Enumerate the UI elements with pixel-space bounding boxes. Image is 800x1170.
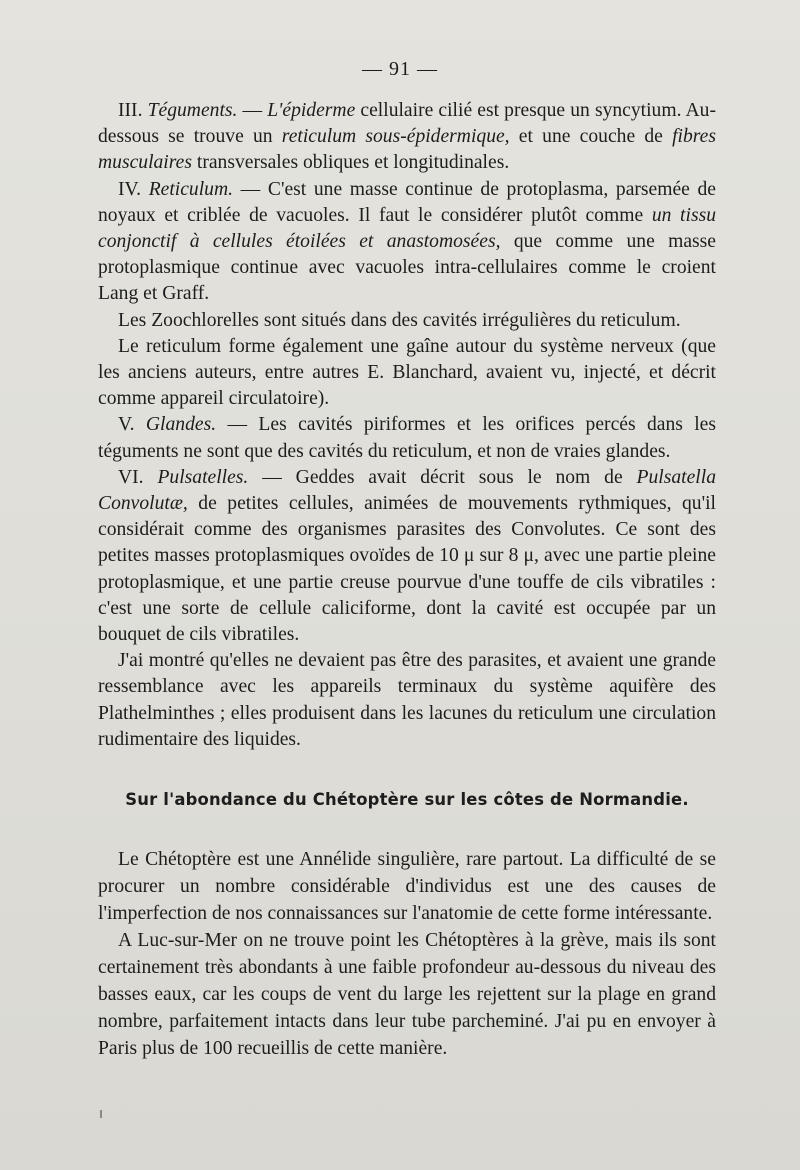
section-heading: Sur l'abondance du Chétoptère sur les côtes de Normandie.: [125, 790, 689, 809]
text-run: et une couche de: [509, 126, 673, 148]
italic-term: un tissu conjonctif à cellules étoilées et anastomosées,: [98, 204, 716, 253]
page-number: — 91 —: [362, 58, 438, 80]
text-run: que comme une masse protoplasmique continue avec vacuoles intra-cellulaires comme le croient Lang et Graff.: [98, 231, 716, 305]
paragraph-glandes: [98, 412, 716, 464]
paragraph-pulsatelles: [98, 465, 716, 648]
text-run: — Les cavités piriformes et les orifices percés dans les téguments ne sont que des cavités du reticulum, et non de vraies glandes.: [98, 414, 717, 462]
item-title: Reticulum.: [148, 178, 234, 200]
italic-term: L'épiderme: [267, 100, 356, 121]
scan-speck: [100, 1110, 102, 1118]
text-run: transversales obliques et longitudinales.: [191, 152, 510, 174]
italic-term: fibres musculaires: [98, 126, 716, 174]
item-label: V.: [118, 414, 146, 436]
section-chetoptere: [98, 846, 716, 1062]
text-run: — C'est une masse continue de protoplasma, parsemée de noyaux et criblée de vacuoles. Il faut le considérer plutôt comme: [98, 178, 717, 226]
text-run: de petites cellules, animées de mouvements rythmiques, qu'il considérait comme des organismes parasites des Convolutes. Ce sont des petites masses protoplasmiques ovoïdes de 10 μ sur 8 μ, avec une partie pleine protoplasmique, et une partie creuse pourvue d'une touffe de cils vibratiles : c'est une sorte de cellule caliciforme, dont la cavité est occupée par un bouquet de cils vibratiles.: [98, 493, 716, 646]
paragraph-gaine: Le reticulum forme également une gaîne autour du système nerveux (que les anciens auteurs, entre autres E. Blanchard, avaient vu, injecté, et décrit comme appareil circulatoire).: [98, 335, 716, 410]
paragraph-reticulum: [98, 177, 716, 308]
paragraph-parasites: J'ai montré qu'elles ne devaient pas être des parasites, et avaient une grande ressemblance avec les appareils terminaux du système aquifère des Plathelminthes ; elles produisent dans les lacunes du reticulum une circulation rudimentaire des liquides.: [98, 650, 716, 750]
text-run: — Geddes avait décrit sous le nom de: [248, 466, 637, 488]
italic-term: Pulsatella Convolutæ,: [98, 466, 716, 515]
paragraph-zoochlorelles: Les Zoochlorelles sont situés dans des cavités irrégulières du reticulum.: [118, 309, 681, 331]
italic-term: reticulum sous-épidermique,: [281, 126, 510, 148]
paragraph-teguments: [98, 98, 716, 177]
item-label: VI.: [118, 466, 158, 488]
text-run: cellulaire cilié est presque un syncytium. Au-dessous se trouve un: [98, 100, 717, 148]
item-title: Glandes.: [145, 414, 217, 436]
item-label: III.: [118, 100, 148, 121]
text-run: —: [237, 100, 268, 121]
item-title: Pulsatelles.: [157, 466, 249, 488]
paragraph-luc-sur-mer: A Luc-sur-Mer on ne trouve point les Chétoptères à la grève, mais ils sont certainement très abondants à une faible profondeur au-dessous du niveau des basses eaux, car les coups de vent du large les rejettent sur la plage en grand nombre, parfaitement intacts dans leur tube parcheminé. J'ai pu en envoyer à Paris plus de 100 recueillis de cette manière.: [98, 930, 716, 1059]
paragraph-chetoptere-intro: Le Chétoptère est une Annélide singulière, rare partout. La difficulté de se procurer un nombre considérable d'individus est une des causes de l'imperfection de nos connaissances sur l'anatomie de cette forme intéressante.: [98, 849, 716, 924]
item-title: Téguments.: [147, 100, 238, 121]
section-anatomy: [98, 98, 716, 753]
item-label: IV.: [118, 178, 149, 200]
